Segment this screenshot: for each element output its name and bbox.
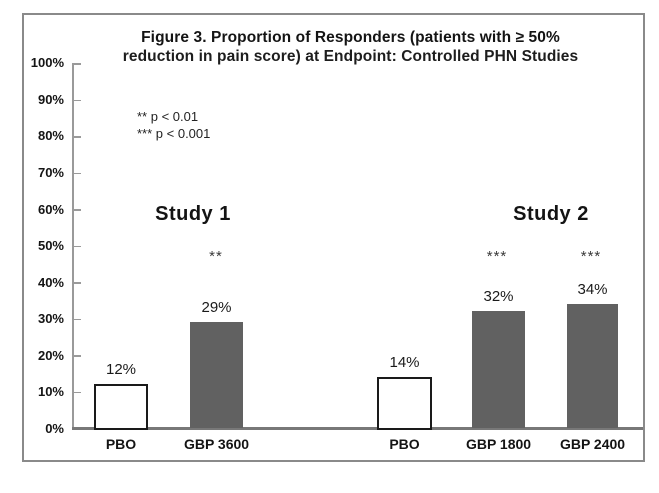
y-tick-label-80: 80% — [37, 128, 64, 143]
y-tick-label-70: 70% — [37, 165, 64, 180]
y-tick-label-20: 20% — [37, 348, 64, 363]
x-category-label: GBP 3600 — [183, 436, 250, 452]
bar-value-label: 14% — [389, 353, 420, 371]
y-tick-mark — [73, 209, 81, 211]
x-axis-baseline — [72, 427, 643, 430]
study2-label: Study 2 — [513, 203, 589, 225]
y-tick-label-60: 60% — [37, 202, 64, 217]
bar-study2-pbo — [377, 353, 432, 452]
significance-marker-gbp3600: ** — [209, 248, 223, 265]
y-tick-label-10: 10% — [37, 384, 64, 399]
significance-legend-line1: ** p < 0.01 — [137, 109, 199, 124]
y-tick-mark — [73, 355, 81, 357]
y-tick-mark — [73, 173, 81, 175]
bar-value-label: 32% — [483, 288, 514, 306]
y-tick-mark — [73, 282, 81, 284]
x-category-label: PBO — [105, 436, 137, 452]
y-tick-label-50: 50% — [37, 238, 64, 253]
bar-value-label: 29% — [201, 299, 232, 317]
y-tick-label-100: 100% — [30, 55, 64, 70]
significance-legend-line2: *** p < 0.001 — [137, 126, 211, 141]
bar-study2-gbp2400 — [559, 280, 626, 452]
y-tick-mark — [73, 392, 81, 394]
chart-title-line2: reduction in pain score) at Endpoint: Controlled PHN Studies — [122, 48, 579, 65]
y-tick-label-40: 40% — [37, 275, 64, 290]
bar-value-label: 12% — [105, 361, 137, 379]
y-tick-label-0: 0% — [45, 421, 64, 436]
significance-marker-gbp1800: *** — [486, 248, 508, 265]
y-tick-mark — [73, 100, 81, 102]
significance-marker-gbp2400: *** — [580, 248, 602, 265]
bar-study1-pbo — [94, 361, 148, 452]
y-tick-mark — [73, 246, 81, 248]
study1-label: Study 1 — [155, 203, 231, 225]
y-tick-mark — [73, 319, 81, 321]
x-category-label: GBP 2400 — [559, 436, 626, 452]
bar-study2-gbp1800-fill — [472, 311, 525, 428]
y-tick-mark — [73, 63, 81, 65]
chart-title — [64, 28, 637, 66]
y-tick-label-90: 90% — [37, 92, 64, 107]
y-tick-mark — [73, 136, 81, 138]
significance-legend — [137, 108, 210, 142]
chart-title-line1: Figure 3. Proportion of Responders (patients with ≥ 50% — [141, 29, 560, 46]
bar-value-label: 34% — [577, 280, 608, 298]
bar-study2-gbp1800 — [465, 288, 532, 452]
x-category-label: PBO — [389, 436, 420, 452]
bar-study1-gbp3600-fill — [190, 322, 243, 428]
x-category-label: GBP 1800 — [465, 436, 532, 452]
bar-study2-pbo-fill — [377, 377, 432, 430]
chart-frame — [22, 13, 645, 462]
bar-study2-gbp2400-fill — [567, 304, 618, 428]
bar-study1-pbo-fill — [94, 384, 148, 430]
y-tick-label-30: 30% — [37, 311, 64, 326]
bar-study1-gbp3600 — [183, 299, 250, 452]
